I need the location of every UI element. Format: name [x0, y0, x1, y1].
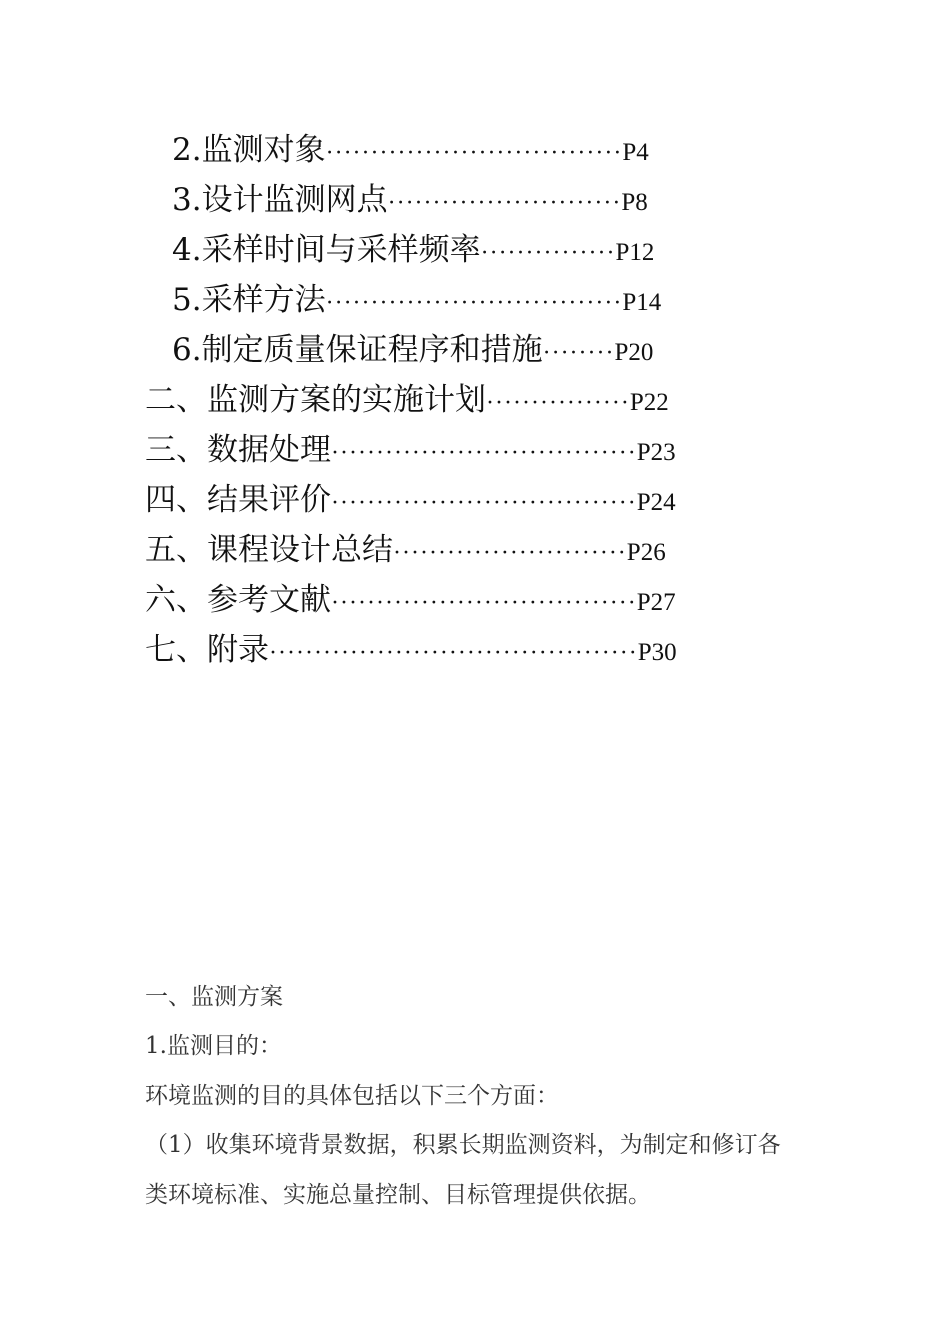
toc-page-number: P27 [636, 589, 676, 616]
toc-entry-label: 3.设计监测网点 [172, 182, 388, 218]
toc-page-number: P12 [615, 239, 655, 266]
toc-entry-label: 五、课程设计总结 [145, 532, 393, 568]
toc-page-number: P8 [621, 189, 648, 216]
toc-page-number: P26 [626, 539, 666, 566]
toc-entry-label: 6.制定质量保证程序和措施 [172, 332, 543, 368]
toc-leader-dots: ·························· [387, 190, 622, 216]
toc-page-number: P24 [636, 489, 676, 516]
toc-leader-dots: ·························· [393, 540, 627, 566]
toc-page-number: P14 [622, 289, 662, 316]
toc-page-number: P4 [622, 139, 649, 166]
toc-page-number: P23 [636, 439, 676, 466]
toc-entry [172, 330, 653, 370]
toc-entry [145, 480, 676, 520]
paragraph-line: （1）收集环境背景数据，积累长期监测资料，为制定和修订各 [145, 1132, 781, 1158]
toc-entry [145, 530, 666, 570]
toc-leader-dots: ·································· [331, 490, 637, 516]
toc-leader-dots: ················ [486, 390, 630, 416]
toc-page-number: P30 [637, 639, 677, 666]
section-heading: 一、监测方案 [145, 984, 283, 1010]
toc-entry-label: 5.采样方法 [172, 282, 326, 318]
toc-entry [145, 380, 669, 420]
toc-page-number: P20 [614, 339, 654, 366]
toc-entry-label: 七、附录 [145, 632, 269, 668]
toc-leader-dots: ································· [325, 290, 623, 316]
toc-entry [145, 580, 676, 620]
toc-leader-dots: ·································· [331, 590, 637, 616]
toc-entry-label: 六、参考文献 [145, 582, 331, 618]
toc-entry [172, 180, 648, 220]
toc-leader-dots: ········ [542, 340, 615, 366]
toc-leader-dots: ··············· [480, 240, 616, 266]
toc-entry-label: 4.采样时间与采样频率 [172, 232, 481, 268]
toc-entry [145, 430, 676, 470]
toc-page-number: P22 [629, 389, 669, 416]
paragraph-line: 环境监测的目的具体包括以下三个方面： [145, 1083, 559, 1109]
toc-leader-dots: ········································· [269, 640, 638, 666]
toc-entry [172, 230, 654, 270]
toc-entry [172, 130, 649, 170]
toc-leader-dots: ································· [325, 140, 623, 166]
toc-entry-label: 四、结果评价 [145, 482, 331, 518]
paragraph-line: 类环境标准、实施总量控制、目标管理提供依据。 [145, 1182, 651, 1208]
toc-entry [145, 630, 677, 670]
toc-entry-label: 三、数据处理 [145, 432, 331, 468]
toc-entry-label: 2.监测对象 [172, 132, 326, 168]
subsection-heading: 1.监测目的： [145, 1033, 282, 1059]
toc-entry-label: 二、监测方案的实施计划 [145, 382, 486, 418]
toc-entry [172, 280, 661, 320]
toc-leader-dots: ·································· [331, 440, 637, 466]
